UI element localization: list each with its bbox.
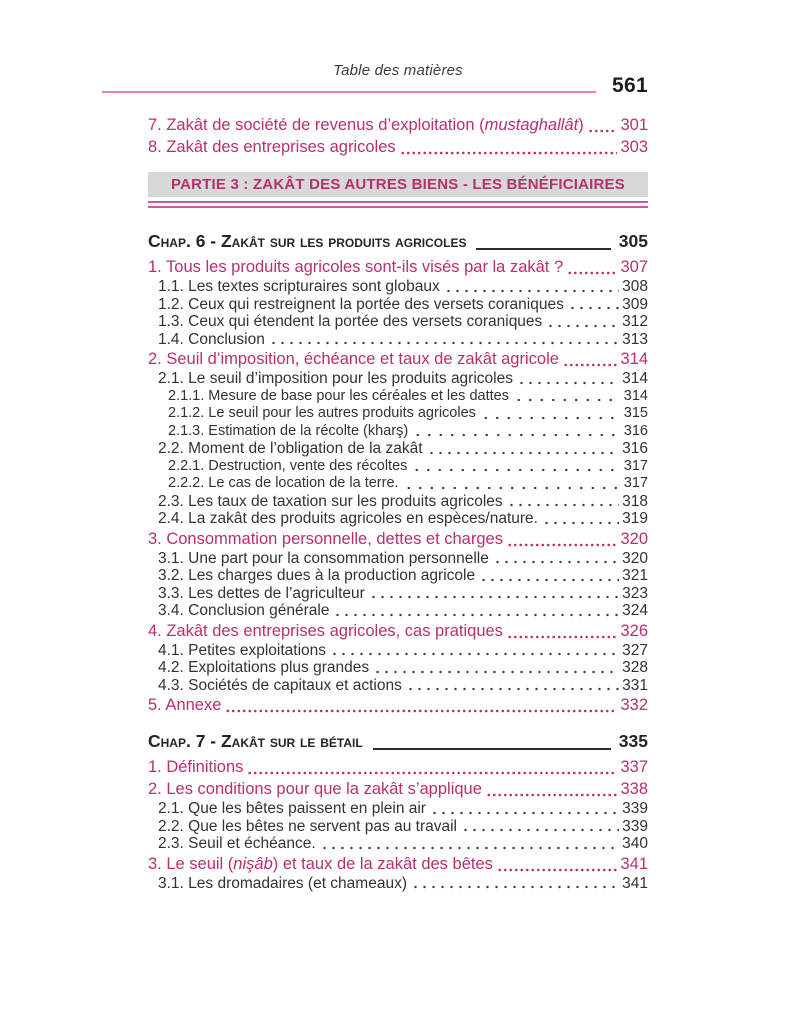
toc-page-number: 303: [620, 138, 648, 156]
toc-page-number: 316: [623, 422, 648, 439]
toc-page-number: 332: [620, 696, 648, 714]
toc-page-number: 341: [622, 874, 648, 892]
toc-entry-label: Chap. 6 - Zakât sur les produits agricoles: [148, 231, 467, 251]
dot-leader: [507, 635, 618, 639]
toc-page-number: 301: [620, 116, 648, 134]
toc-entry-row: [148, 256, 648, 278]
toc-entry-row: [148, 136, 648, 158]
toc-entry-row: [158, 642, 648, 660]
toc-page-number: 305: [618, 231, 648, 251]
toc-entry-row: [148, 528, 648, 550]
dot-leader: [427, 451, 620, 455]
toc-entry-row: [158, 585, 648, 603]
part-banner-label: PARTIE 3 : ZAKÂT DES AUTRES BIENS - LES BÉNÉFICIAIRES: [171, 176, 625, 193]
toc-entry-row: [158, 493, 648, 511]
toc-entry-row: [158, 370, 648, 388]
toc-entry-label: 4.1. Petites exploitations: [158, 641, 327, 659]
toc-entry-label: 3.1. Une part pour la consommation personnelle: [158, 549, 489, 567]
toc-entry-label: 3. Le seuil (nişâb) et taux de la zakât des bêtes: [148, 854, 493, 873]
toc-entry-row: [158, 296, 648, 314]
part-banner: [148, 172, 648, 197]
toc-entry-row: [148, 348, 648, 370]
toc-page-number: 328: [622, 659, 648, 676]
toc-page-number: 319: [622, 510, 648, 527]
dot-leader: [563, 363, 618, 367]
toc-entry-label: 4.2. Exploitations plus grandes: [158, 659, 370, 676]
toc-entry-row: [168, 405, 648, 423]
toc-entry-row: [158, 313, 648, 331]
toc-entry-label: 3.3. Les dettes de l’agriculteur: [158, 584, 365, 602]
dot-leader: [369, 595, 619, 599]
dot-leader: [507, 543, 618, 547]
toc-entry-label: 4. Zakât des entreprises agricoles, cas pratiques: [148, 621, 503, 640]
toc-entry-row: [148, 778, 648, 800]
dot-leader: [542, 521, 619, 525]
toc-page-number: 317: [623, 457, 648, 474]
toc-entry-row: [148, 853, 648, 875]
dot-leader: [403, 486, 621, 490]
toc-page-number: 338: [620, 780, 648, 798]
toc-chapter-row: [148, 228, 648, 254]
toc-page-number: 317: [623, 475, 648, 491]
toc-entry-label: 2.2.1. Destruction, vente des récoltes: [168, 457, 408, 474]
toc-pre-entries: [148, 114, 648, 158]
toc-entry-label: 3.4. Conclusion générale: [158, 602, 330, 619]
dot-leader: [493, 560, 619, 564]
dot-leader: [546, 324, 619, 328]
toc-entry-label: 2. Les conditions pour que la zakât s’applique: [148, 780, 482, 798]
toc-page-number: 313: [622, 330, 648, 348]
toc-page-number: 326: [620, 621, 648, 640]
toc-entry-row: [158, 440, 648, 458]
toc-page-number: 324: [622, 602, 648, 619]
toc-entry-row: [148, 756, 648, 778]
toc-entry-label: 1.4. Conclusion: [158, 330, 265, 348]
toc-entry-row: [158, 677, 648, 695]
toc-entry-label: 2.2.2. Le cas de location de la terre.: [168, 475, 399, 491]
header-rule: [102, 91, 596, 93]
toc-page-number: 309: [622, 295, 648, 313]
toc-page-number: 339: [622, 817, 648, 835]
toc-page-number: 307: [620, 258, 648, 276]
toc-entry-label: 2.2. Que les bêtes ne servent pas au travail: [158, 817, 457, 835]
toc-entry-label: 2.3. Seuil et échéance.: [158, 835, 316, 852]
toc-entry-label: 2.1.1. Mesure de base pour les céréales et les dattes: [168, 387, 509, 404]
toc-page-number: 314: [622, 370, 648, 387]
dot-leader: [225, 709, 617, 713]
toc-entry-label: 4.3. Sociétés de capitaux et actions: [158, 676, 402, 694]
toc-entry-label: 1. Tous les produits agricoles sont-ils visés par la zakât ?: [148, 258, 564, 276]
toc-page-number: 316: [622, 440, 648, 457]
dot-leader: [412, 433, 621, 437]
toc-entry-row: [168, 475, 648, 493]
running-head-title: Table des matières: [333, 62, 463, 79]
toc-page-number: 337: [620, 758, 648, 776]
toc-entry-row: [148, 620, 648, 642]
dot-leader: [330, 652, 619, 656]
toc-entry-row: [158, 550, 648, 568]
dot-leader: [513, 398, 621, 402]
toc-entry-row: [158, 567, 648, 585]
toc-page-number: 320: [620, 529, 648, 548]
rule-leader: [476, 248, 610, 250]
dot-leader: [406, 687, 619, 691]
toc-page-number: 335: [618, 731, 648, 751]
toc-page-number: 341: [620, 854, 648, 873]
dot-leader: [588, 129, 618, 133]
toc-entry-label: 2.1.2. Le seuil pour les autres produits agricoles: [168, 405, 476, 421]
toc-entries: [148, 228, 648, 892]
toc-entry-row: [148, 114, 648, 136]
toc-entry-label: 3.1. Les dromadaires (et chameaux): [158, 874, 407, 892]
dot-leader: [373, 670, 619, 674]
toc-entry-label: 7. Zakât de société de revenus d’exploitation (mustaghallât): [148, 116, 584, 134]
toc-entry-row: [158, 602, 648, 620]
toc-entry-row: [168, 458, 648, 476]
page-header: [148, 62, 648, 102]
rule-leader: [373, 748, 611, 750]
dot-leader: [400, 151, 618, 155]
toc-page-number: 327: [622, 641, 648, 659]
toc-chapter-row: [148, 728, 648, 754]
dot-leader: [480, 416, 621, 420]
toc-entry-label: 2.1.3. Estimation de la récolte (kharş): [168, 422, 409, 439]
toc-entry-row: [158, 659, 648, 677]
dot-leader: [568, 306, 619, 310]
toc-entry-label: 2. Seuil d’imposition, échéance et taux de zakât agricole: [148, 350, 559, 368]
toc-entry-label: Chap. 7 - Zakât sur le bétail: [148, 731, 363, 751]
dot-leader: [507, 503, 619, 507]
toc-entry-row: [158, 875, 648, 893]
dot-leader: [269, 341, 619, 345]
toc-page-number: 308: [622, 278, 648, 295]
dot-leader: [567, 271, 617, 275]
toc-page-number: 315: [623, 405, 648, 421]
toc-entry-label: 1.1. Les textes scripturaires sont globaux: [158, 278, 440, 295]
dot-leader: [430, 811, 619, 815]
toc-entry-label: 1.3. Ceux qui étendent la portée des versets coraniques: [158, 313, 543, 330]
toc-entry-label: 5. Annexe: [148, 696, 222, 714]
toc-page-number: 320: [622, 549, 648, 567]
toc-entry-row: [158, 331, 648, 349]
toc-entry-label: 3.2. Les charges dues à la production agricole: [158, 567, 476, 584]
toc-page-number: 321: [622, 567, 648, 584]
dot-leader: [333, 613, 619, 617]
toc-entry-label: 1. Définitions: [148, 758, 244, 776]
toc-entry-label: 3. Consommation personnelle, dettes et charges: [148, 529, 503, 548]
toc-entry-label: 1.2. Ceux qui restreignent la portée des versets coraniques: [158, 295, 564, 313]
toc-entry-label: 2.2. Moment de l’obligation de la zakât: [158, 440, 423, 457]
double-rule: [148, 201, 648, 208]
dot-leader: [411, 885, 619, 889]
toc-entry-label: 2.3. Les taux de taxation sur les produits agricoles: [158, 492, 503, 510]
toc-page-number: 323: [622, 584, 648, 602]
toc-entry-label: 2.1. Que les bêtes paissent en plein air: [158, 800, 426, 817]
toc-page-number: 340: [622, 835, 648, 852]
dot-leader: [479, 578, 619, 582]
dot-leader: [461, 828, 619, 832]
folio-page-number: 561: [612, 74, 648, 97]
toc-entry-label: 8. Zakât des entreprises agricoles: [148, 138, 396, 156]
toc-page-number: 314: [623, 387, 648, 404]
toc-content: [148, 62, 648, 892]
dot-leader: [486, 793, 618, 797]
toc-page-number: 312: [622, 313, 648, 330]
dot-leader: [497, 868, 618, 872]
toc-page-number: 339: [622, 800, 648, 817]
dot-leader: [320, 846, 619, 850]
toc-entry-label: 2.1. Le seuil d’imposition pour les produits agricoles: [158, 370, 513, 387]
toc-entry-row: [158, 510, 648, 528]
dot-leader: [411, 468, 620, 472]
toc-page-number: 318: [622, 492, 648, 510]
toc-entry-row: [148, 694, 648, 716]
toc-entry-row: [158, 800, 648, 818]
toc-entry-row: [158, 818, 648, 836]
toc-page-number: 314: [620, 350, 648, 368]
toc-entry-row: [168, 423, 648, 441]
dot-leader: [247, 771, 617, 775]
toc-entry-label: 2.4. La zakât des produits agricoles en espèces/nature.: [158, 510, 538, 527]
toc-entry-row: [158, 835, 648, 853]
toc-entry-row: [158, 278, 648, 296]
toc-entry-row: [168, 388, 648, 406]
toc-page-number: 331: [622, 676, 648, 694]
dot-leader: [444, 289, 619, 293]
dot-leader: [517, 381, 619, 385]
